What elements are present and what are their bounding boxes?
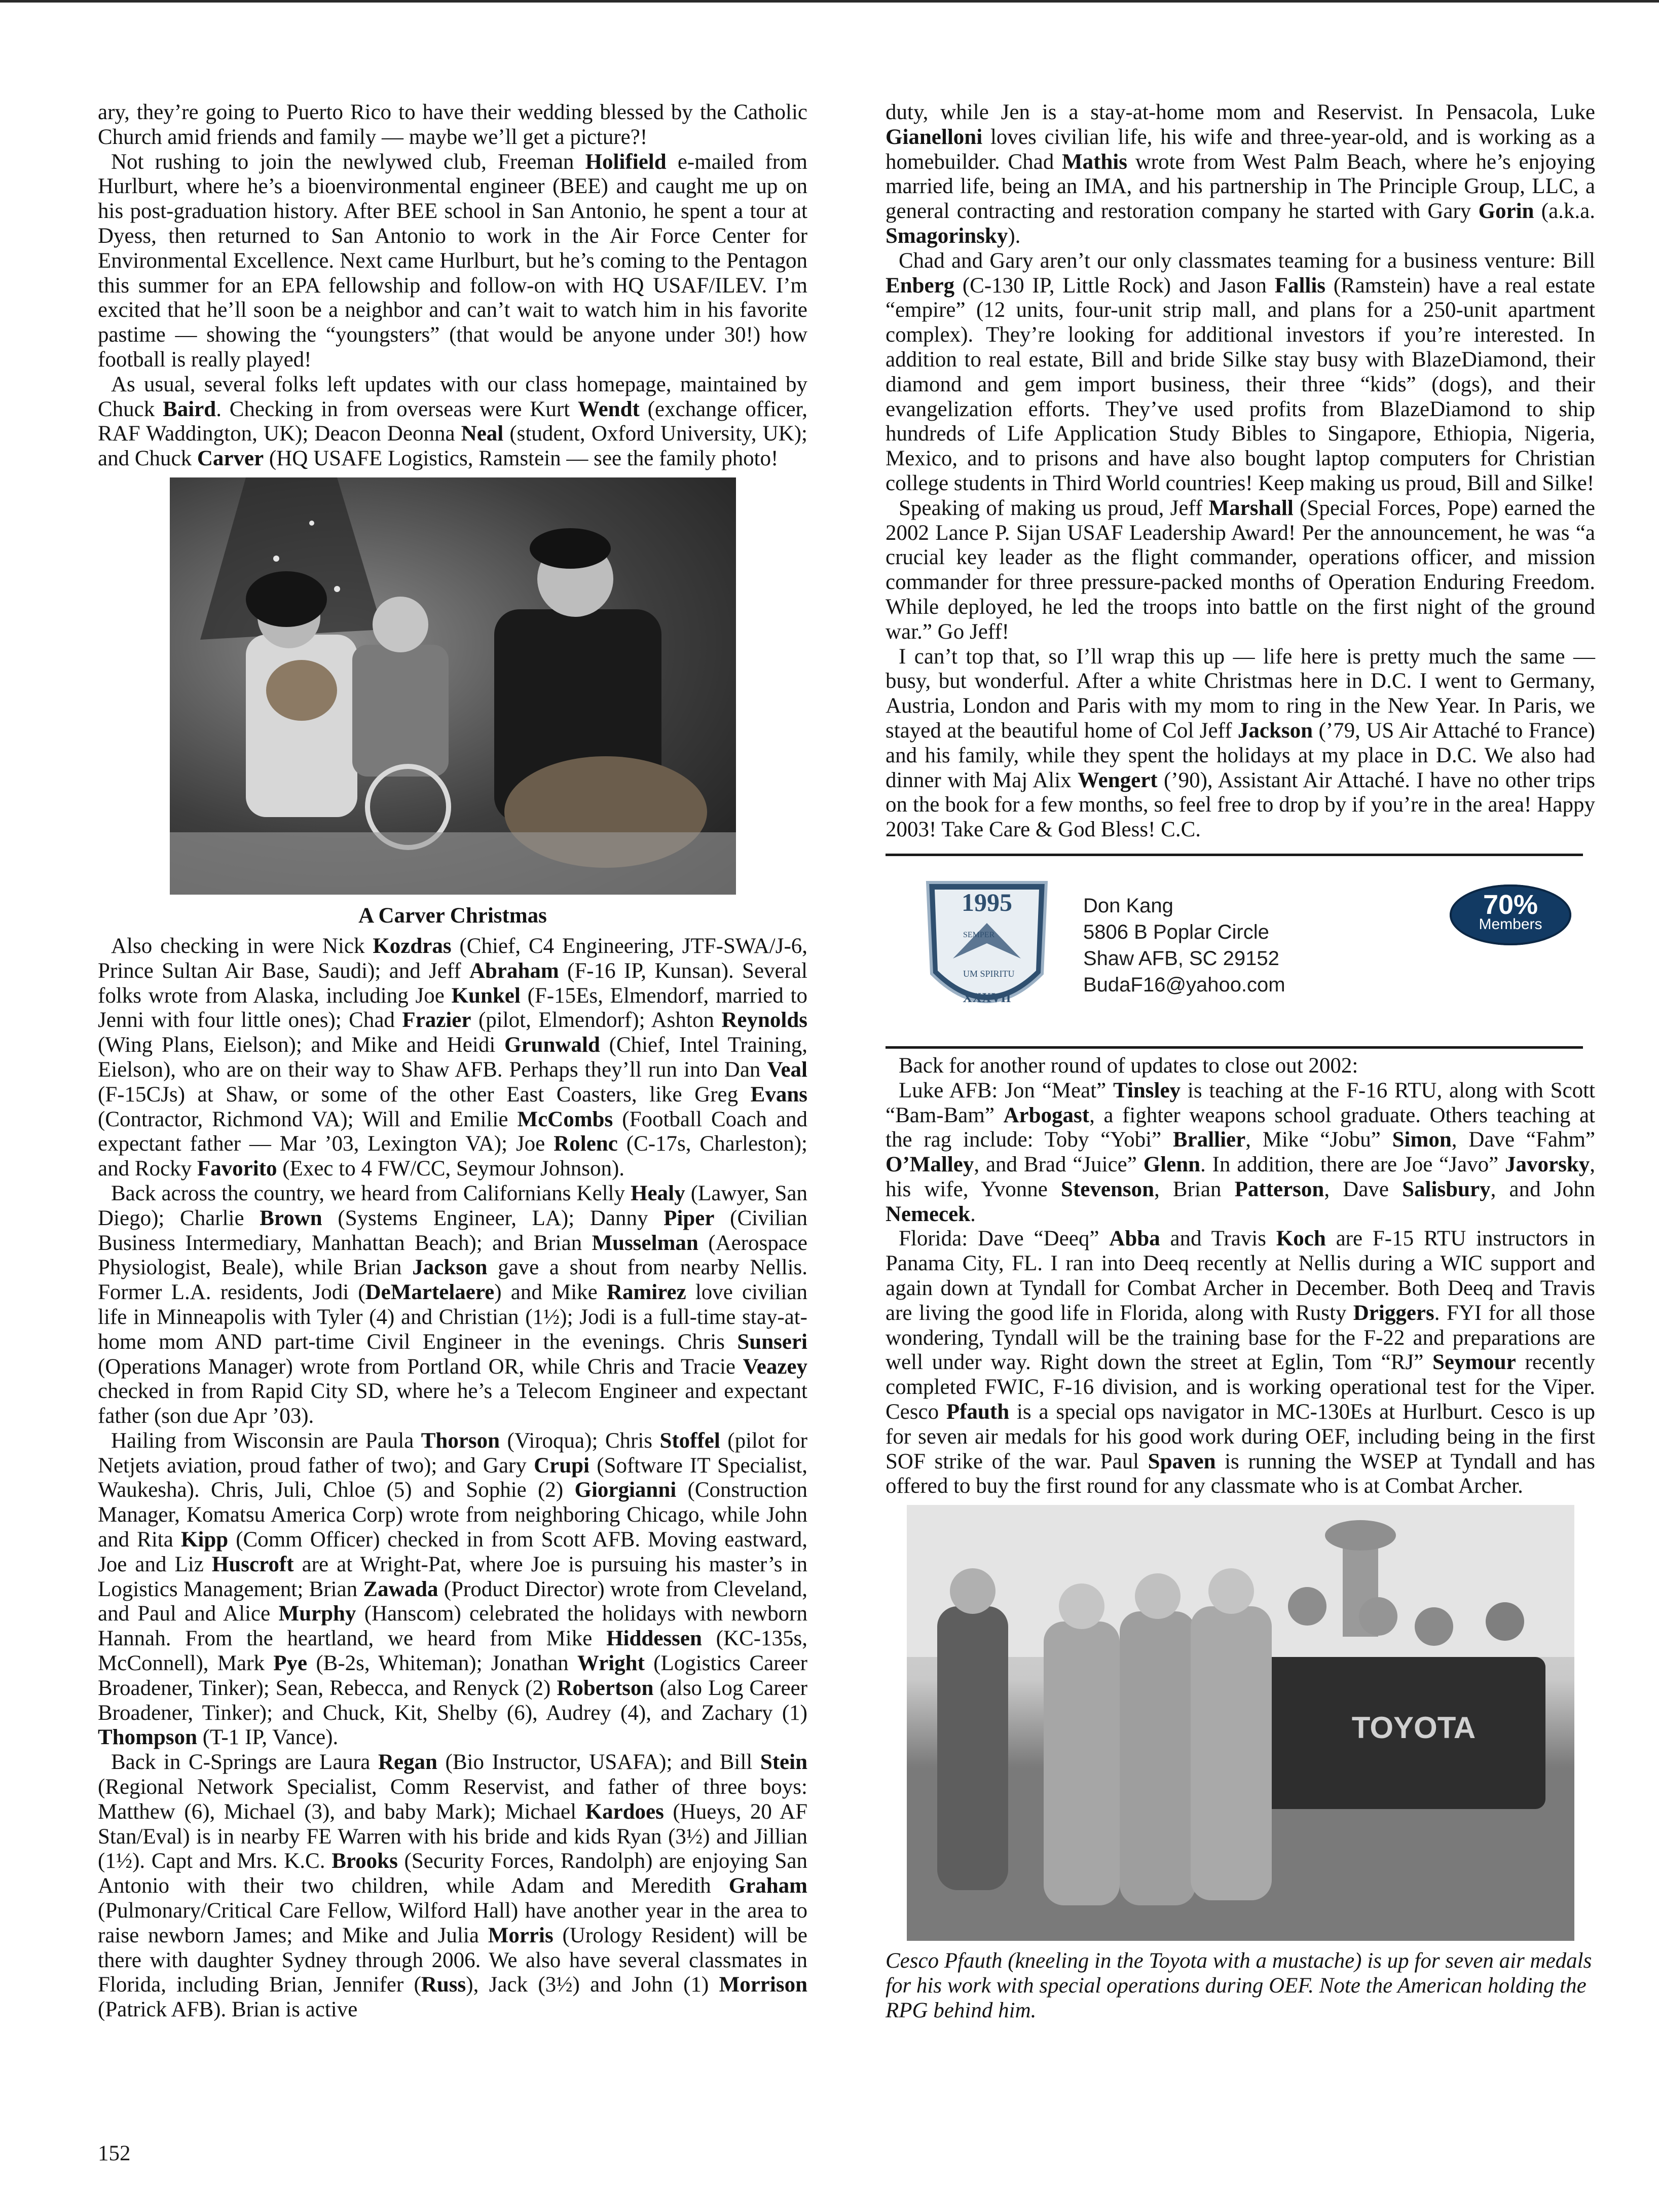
classmate-name: Ramirez	[606, 1280, 686, 1305]
text-run: (pilot for Netjets aviation, proud father of two); and Gary	[98, 1428, 807, 1478]
text-run: (Pulmonary/Critical Care Fellow, Wilford Hall) have another year in the area to raise newborn James; and Mike and Julia	[98, 1899, 807, 1947]
classmate-name: Kardoes	[585, 1799, 664, 1824]
scribe-contact	[1083, 893, 1285, 998]
text-run: . Checking in from overseas were Kurt	[216, 397, 578, 421]
photo-caption: A Carver Christmas	[358, 903, 547, 928]
text-run: (also Log Career Broadener, Tinker); and Chuck, Kit, Shelby (6), Audrey (4), and Zachary (1)	[98, 1676, 807, 1725]
classmate-name: Pye	[273, 1651, 308, 1676]
classmate-name: Crupi	[534, 1453, 590, 1478]
text-run: Back in C-Springs are Laura	[111, 1750, 378, 1775]
classmate-name: Thompson	[98, 1725, 197, 1750]
text-run: (a.k.a.	[1534, 199, 1595, 224]
contact-email: BudaF16@yahoo.com	[1083, 973, 1285, 996]
classmate-name: Patterson	[1234, 1177, 1324, 1201]
text-run: Back for another round of updates to close out 2002:	[899, 1053, 1358, 1078]
truck-logo-text: TOYOTA	[1351, 1711, 1476, 1745]
text-run: (Logistics Career Broadener, Tinker); Sean, Rebecca, and Renyck (2)	[98, 1651, 807, 1700]
text-run: (Chief, C4 Engineering, JTF-SWA/J-6, Prince Sultan Air Base, Saudi); and Jeff	[98, 934, 808, 983]
text-run: recently completed FWIC, F-16 division, and is working operational test for the Viper. Cesco	[886, 1350, 1595, 1424]
classmate-name: Pfauth	[946, 1400, 1010, 1424]
contact-name: Don Kang	[1083, 894, 1173, 917]
text-run: (Chief, Intel Training, Eielson), who are on their way to Shaw AFB. Perhaps they’ll run into Dan	[98, 1033, 807, 1082]
text-run: (Patrick AFB). Brian is active	[98, 1998, 358, 2022]
text-run: , Dave “Fahm”	[1451, 1128, 1595, 1152]
text-run: (’90), Assistant Air Attaché. I have no other trips on the book for a few months, so feel free to drop by if you’re in the area! Happy 2003! Take Care & God Bless! C.C.	[886, 768, 1595, 842]
classmate-name: Baird	[163, 397, 216, 421]
crest-year: 1995	[962, 888, 1012, 916]
classmate-name: Stein	[760, 1750, 807, 1775]
classmate-name: Hiddessen	[606, 1627, 702, 1651]
text-run: are F-15 RTU instructors in Panama City, FL. I ran into Deeq recently at Nellis during a WIC support and again down at Tyndall for Combat Archer in December. Both Deeq and Travis are living the good life in Florida, along with Rusty	[886, 1227, 1596, 1325]
text-run: checked in from Rapid City SD, where he’s a Telecom Engineer and expectant father (son due Apr ’03).	[98, 1379, 807, 1428]
classmate-name: Huscroft	[211, 1552, 294, 1576]
text-run: , a fighter weapons school graduate. Others teaching at the rag include: Toby “Yobi”	[886, 1103, 1595, 1152]
text-run: . FYI for all those wondering, Tyndall will be the training base for the F-22 and preparations are well under way. Right down the street at Eglin, Tom “RJ”	[886, 1301, 1596, 1375]
classmate-name: Robertson	[557, 1676, 654, 1700]
text-run: (Ramstein) have a real estate “empire” (12 units, four-unit strip mall, and plans for a 250-unit apartment complex). They’re looking for additional investors if you’re interested. In addition to real estate, Bill and bride Silke stay busy with BlazeDiamond, their diamond and gem import business, their three “kids” (dogs), and their evangelization efforts. They’ve used profits from BlazeDiamond to ship hundreds of Life Application Study Bibles to Singapore, Ethiopia, Nigeria, Mexico, and to prisons and have also bought laptop computers for Christian college students in Third World countries! Keep making us proud, Bill and Silke!	[886, 273, 1595, 495]
classmate-name: Driggers	[1353, 1301, 1434, 1325]
page-top-edge	[0, 0, 1659, 3]
classmate-name: Wright	[577, 1651, 645, 1676]
text-run: (Comm Officer) checked in from Scott AFB. Moving eastward, Joe and Liz	[98, 1528, 807, 1576]
classmate-name: Gianelloni	[886, 125, 983, 149]
classmate-name: Giorgianni	[574, 1478, 677, 1502]
classmate-name: Regan	[378, 1750, 437, 1775]
classmate-name: Jackson	[412, 1256, 488, 1280]
text-run: (Football Coach and expectant father — Mar ’03, Lexington VA); Joe	[98, 1107, 807, 1156]
classmate-name: Frazier	[402, 1008, 471, 1033]
classmate-name: Piper	[663, 1206, 715, 1230]
text-run: (Wing Plans, Eielson); and Mike and Heidi	[98, 1033, 505, 1057]
text-run: Hailing from Wisconsin are Paula	[111, 1428, 421, 1453]
paragraph	[98, 373, 807, 471]
text-run: (C-17s, Charleston); and Rocky	[98, 1132, 807, 1181]
contact-address-line-1: 5806 B Poplar Circle	[1083, 920, 1269, 943]
text-run: (T-1 IP, Vance).	[197, 1725, 339, 1750]
classmate-name: Veazey	[743, 1354, 807, 1379]
text-run: (’79, US Air Attaché to France) and his family, while they spent the holidays at my place in D.C. We also had dinner with Maj Alix	[886, 718, 1595, 792]
text-run: (Bio Instructor, USAFA); and Bill	[437, 1750, 760, 1775]
classmate-name: O’Malley	[886, 1153, 974, 1177]
text-run: , and John	[1490, 1177, 1595, 1201]
page-number: 152	[98, 2142, 131, 2165]
text-run: (Systems Engineer, LA); Danny	[322, 1206, 664, 1230]
text-run: (Aerospace Physiologist, Beale), while Brian	[98, 1231, 807, 1280]
text-run: (Contractor, Richmond VA); Will and Emilie	[98, 1107, 518, 1131]
classmate-name: Salisbury	[1402, 1177, 1491, 1201]
classmate-name: Favorito	[197, 1157, 277, 1181]
classmate-name: Nemecek	[886, 1202, 971, 1226]
text-run: (F-15Es, Elmendorf, married to Jenni with four little ones); Chad	[98, 983, 807, 1033]
classmate-name: Marshall	[1208, 496, 1294, 520]
classmate-name: Sunseri	[737, 1330, 807, 1354]
classmate-name: Stevenson	[1061, 1177, 1155, 1201]
text-run: (Software IT Specialist, Waukesha). Chris, Juli, Chloe (5) and Sophie (2)	[98, 1453, 807, 1502]
text-run: gave a shout from nearby Nellis. Former L.A. residents, Jodi (	[98, 1256, 808, 1305]
text-run: ), Jack (3½) and John (1)	[466, 1973, 719, 1997]
classmate-name: Graham	[728, 1874, 807, 1898]
classmate-name: Murphy	[278, 1602, 356, 1626]
membership-badge	[1450, 884, 1571, 945]
text-run: .	[970, 1202, 976, 1226]
classmate-name: Wengert	[1078, 768, 1158, 792]
class-crest-logo	[923, 877, 1051, 1029]
classmate-name: Arbogast	[1003, 1103, 1090, 1127]
text-run: (Hanscom) celebrated the holidays with newborn Hannah. From the heartland, we heard from Mike	[98, 1602, 807, 1651]
text-run: (student, Oxford University, UK); and Chuck	[98, 422, 807, 471]
paragraph	[98, 100, 807, 150]
classmate-name: Fallis	[1274, 273, 1326, 298]
classmate-name: Spaven	[1148, 1449, 1216, 1473]
crest-motto-bottom: UM SPIRITU	[963, 968, 1015, 979]
text-run: (Regional Network Specialist, Comm Reservist, and father of three boys: Matthew (6), Michael (3), and baby Mark); Michael	[98, 1775, 807, 1824]
text-run: (KC-135s, McConnell), Mark	[98, 1627, 808, 1676]
text-run: , Mike “Jobu”	[1245, 1128, 1392, 1152]
classmate-name: Glenn	[1143, 1153, 1201, 1177]
paragraph	[886, 645, 1595, 842]
paragraph	[886, 100, 1595, 249]
text-run: (Urology Resident) will be there with daughter Sydney through 2006. We also have several classmates in Florida, including Brian, Jennifer (	[98, 1923, 807, 1997]
classmate-name: Healy	[631, 1181, 685, 1205]
classmate-name: Kipp	[180, 1528, 229, 1552]
classmate-name: Holifield	[585, 150, 667, 174]
text-run: duty, while Jen is a stay-at-home mom and Reservist. In Pensacola, Luke	[886, 100, 1595, 124]
classmate-name: Thorson	[421, 1428, 500, 1453]
classmate-name: Abba	[1109, 1227, 1160, 1251]
text-run: (Special Forces, Pope) earned the 2002 Lance P. Sijan USAF Leadership Award! Per the announcement, he was “a crucial key leader as the flight commander, operations officer, and mission commander for three pressure-packed months of Operation Enduring Freedom. While deployed, he led the troops into battle on the first night of the ground war.” Go Jeff!	[886, 496, 1595, 644]
classmate-name: Stoffel	[659, 1428, 720, 1453]
classmate-name: Jackson	[1237, 718, 1313, 743]
classmate-name: Morrison	[719, 1973, 807, 1997]
text-run: Also checking in were Nick	[111, 934, 373, 958]
classmate-name: Rolenc	[554, 1132, 618, 1156]
classmate-name: Mathis	[1061, 150, 1127, 174]
text-run: (Construction Manager, Komatsu America Corp) wrote from neighboring Chicago, while John and Rita	[98, 1478, 807, 1552]
classmate-name: Morris	[488, 1923, 554, 1947]
text-run: is running the WSEP at Tyndall and has offered to buy the first round for any classmate who is at Combat Archer.	[886, 1449, 1595, 1498]
paragraph	[98, 150, 807, 373]
classmate-name: Carver	[197, 447, 264, 471]
classmate-name: Kozdras	[373, 934, 452, 958]
classmate-name: Tinsley	[1113, 1078, 1181, 1102]
text-run: (Civilian Business Intermediary, Manhattan Beach); and Brian	[98, 1206, 808, 1255]
classmate-name: Reynolds	[721, 1008, 807, 1033]
text-run: (Hueys, 20 AF Stan/Eval) is in nearby FE Warren with his bride and kids Ryan (3½) and Jillian (1½). Capt and Mrs. K.C.	[98, 1799, 807, 1873]
text-run: Luke AFB: Jon “Meat”	[899, 1078, 1114, 1102]
crest-numeral: XXXVII	[963, 990, 1011, 1005]
text-run: (Lawyer, San Diego); Charlie	[98, 1181, 807, 1230]
text-run: , and Brad “Juice”	[974, 1153, 1144, 1177]
classmate-name: Evans	[750, 1082, 807, 1107]
text-run: ).	[1008, 224, 1021, 248]
text-run: (Product Director) wrote from Cleveland, and Paul and Alice	[98, 1577, 807, 1626]
text-run: are at Wright-Pat, where Joe is pursuing his master’s in Logistics Management; Brian	[98, 1552, 808, 1601]
carver-christmas-photo	[170, 477, 736, 895]
text-run: (Operations Manager) wrote from Portland OR, while Chris and Tracie	[98, 1354, 743, 1379]
text-run: ) and Mike	[494, 1280, 607, 1305]
paragraph	[886, 249, 1595, 496]
text-run: Not rushing to join the newlywed club, Freeman	[111, 150, 585, 174]
right-column	[886, 100, 1595, 2023]
text-run: is a special ops navigator in MC-130Es at Hurlburt. Cesco is up for seven air medals for his good work during OEF, including being in the first SOF strike of the war. Paul	[886, 1400, 1595, 1473]
pfauth-toyota-photo	[907, 1505, 1574, 1941]
class-contact-box	[886, 856, 1583, 1046]
text-run: , his wife, Yvonne	[886, 1153, 1595, 1201]
text-run: (B-2s, Whiteman); Jonathan	[307, 1651, 577, 1676]
photo-caption: Cesco Pfauth (kneeling in the Toyota with a mustache) is up for seven air medals for his work with special operations during OEF. Note the American holding the RPG behind him.	[886, 1949, 1592, 2022]
text-run: I can’t top that, so I’ll wrap this up — life here is pretty much the same — busy, but wonderful. After a white Christmas here in D.C. I went to Germany, Austria, London and Paris with my mom to ring in the New Year. In Paris, we stayed at the beautiful home of Col Jeff	[886, 644, 1595, 743]
text-run: . In addition, there are Joe “Javo”	[1200, 1153, 1505, 1177]
text-run: (C-130 IP, Little Rock) and Jason	[954, 273, 1275, 298]
paragraph	[98, 934, 807, 1182]
paragraph	[886, 1054, 1595, 1079]
classmate-name: Simon	[1392, 1128, 1452, 1152]
text-run: As usual, several folks left updates with our class homepage, maintained by Chuck	[98, 372, 807, 421]
classmate-name: Wendt	[577, 397, 640, 421]
text-run: love civilian life in Minneapolis with Tyler (4) and Christian (1½); Jodi is a full-time stay-at-home mom AND part-time Civil Engineer in the evenings. Chris	[98, 1280, 807, 1354]
classmate-name: Neal	[461, 422, 504, 446]
classmate-name: Enberg	[886, 273, 955, 298]
text-run: (F-15CJs) at Shaw, or some of the other East Coasters, like Greg	[98, 1082, 751, 1107]
classmate-name: Brown	[260, 1206, 322, 1230]
text-run: is teaching at the F-16 RTU, along with Scott “Bam-Bam”	[886, 1078, 1595, 1127]
section-divider	[886, 1046, 1583, 1049]
text-run: Back across the country, we heard from Californians Kelly	[111, 1181, 631, 1205]
classmate-name: Musselman	[592, 1231, 698, 1255]
paragraph	[98, 1429, 807, 1750]
paragraph	[886, 1227, 1595, 1499]
contact-address-line-2: Shaw AFB, SC 29152	[1083, 947, 1279, 970]
classmate-name: Brooks	[331, 1849, 398, 1873]
left-column	[98, 100, 807, 2022]
paragraph	[886, 496, 1595, 645]
text-run: loves civilian life, his wife and three-year-old, and is working as a homebuilder. Chad	[886, 125, 1595, 174]
text-run: (Viroqua); Chris	[500, 1428, 660, 1453]
classmate-name: Koch	[1276, 1227, 1326, 1251]
classmate-name: Abraham	[469, 958, 559, 983]
text-run: (Exec to 4 FW/CC, Seymour Johnson).	[277, 1157, 625, 1181]
text-run: ary, they’re going to Puerto Rico to have their wedding blessed by the Catholic Church amid friends and family — maybe we’ll get a picture?!	[98, 100, 807, 149]
classmate-name: Smagorinsky	[886, 224, 1008, 248]
classmate-name: Brallier	[1172, 1128, 1246, 1152]
classmate-name: Gorin	[1478, 199, 1534, 224]
text-run: Speaking of making us proud, Jeff	[899, 496, 1209, 520]
text-run: Chad and Gary aren’t our only classmates teaming for a business venture: Bill	[899, 248, 1595, 273]
text-run: e-mailed from Hurlburt, where he’s a bioenvironmental engineer (BEE) and caught me up on his post-graduation history. After BEE school in San Antonio, he spent a tour at Dyess, then returned to San Antonio to work in the Air Force Center for Environmental Excellence. Next came Hurlburt, but he’s coming to the Pentagon this summer for an EPA fellowship and follow-on with HQ USAF/ILEV. I’m excited that he’ll soon be a neighbor and can’t wait to watch him in his favorite pastime — showing the “youngsters” (that would be anyone under 30!) how football is really played!	[98, 150, 807, 372]
membership-percent: 70%	[1483, 889, 1538, 920]
classmate-name: Russ	[421, 1973, 466, 1997]
membership-label: Members	[1479, 915, 1542, 933]
text-run: , Brian	[1154, 1177, 1235, 1201]
classmate-name: Grunwald	[504, 1033, 600, 1057]
text-run: (HQ USAFE Logistics, Ramstein — see the family photo!	[264, 447, 779, 471]
classmate-name: Kunkel	[451, 983, 521, 1008]
classmate-name: Zawada	[363, 1577, 438, 1601]
paragraph	[98, 1182, 807, 1429]
text-run: (F-16 IP, Kunsan). Several folks wrote from Alaska, including Joe	[98, 958, 807, 1008]
text-run: (exchange officer, RAF Waddington, UK); Deacon Deonna	[98, 397, 807, 446]
crest-motto-top: SEMPER	[963, 930, 995, 939]
text-run: wrote from West Palm Beach, where he’s enjoying married life, being an IMA, and his partnership in The Principle Group, LLC, a general contracting and restoration company he started with Gary	[886, 150, 1595, 224]
text-run: (pilot, Elmendorf); Ashton	[471, 1008, 722, 1033]
text-run: Florida: Dave “Deeq”	[899, 1227, 1110, 1251]
classmate-name: Javorsky	[1505, 1153, 1590, 1177]
classmate-name: DeMartelaere	[365, 1280, 495, 1305]
text-run: (Security Forces, Randolph) are enjoying San Antonio with their two children, while Adam and Meredith	[98, 1849, 807, 1898]
classmate-name: Seymour	[1432, 1350, 1516, 1375]
text-run: , Dave	[1324, 1177, 1403, 1201]
paragraph	[886, 1079, 1595, 1227]
classmate-name: McCombs	[517, 1107, 613, 1131]
text-run: and Travis	[1160, 1227, 1276, 1251]
classmate-name: Veal	[767, 1057, 807, 1082]
paragraph	[98, 1750, 807, 2022]
